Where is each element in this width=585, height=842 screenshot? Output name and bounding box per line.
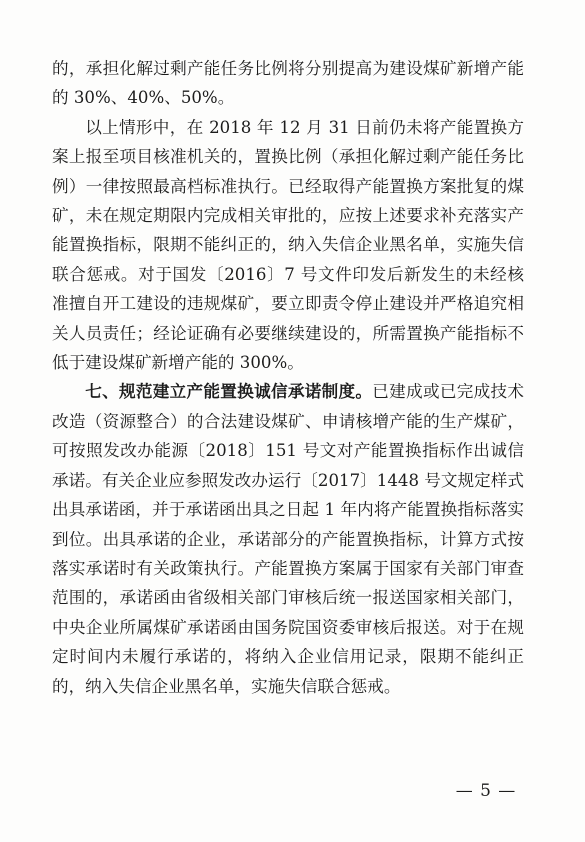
paragraph-2-text: 以上情形中，在 2018 年 12 月 31 日前仍未将产能置换方案上报至项目核准机关的，置换比例（承担化解过剩产能任务比例）一律按照最高档标准执行。已经取得产能置换方案批复的煤矿，未在规定期限内完成相关审批的，应按上述要求补充落实产能置换指标，限期不能纠正的，纳入失信企业黑名单，实施失信联合惩戒。对于国发〔2016〕7 号文件印发后新发生的未经核准擅自开工建设的违规煤矿，要立即责令停止建设并严格追究相关人员责任；经论证确有必要继续建设的，所需置换产能指标不低于建设煤矿新增产能的 300%。	[52, 117, 524, 373]
page-number: — 5 —	[455, 781, 517, 801]
paragraph-3-text: 已建成或已完成技术改造（资源整合）的合法建设煤矿、申请核增产能的生产煤矿，可按照发改办能源〔2018〕151 号文对产能置换指标作出诚信承诺。有关企业应参照发改办运行〔2017〕1448 号文规定样式出具承诺函，并于承诺函出具之日起 1 年内将产能置换指标落实到位。出具承诺的企业，承诺部分的产能置换指标，计算方式按落实承诺时有关政策执行。产能置换方案属于国家有关部门审查范围的，承诺函由省级相关部门审核后统一报送国家相关部门，中央企业所属煤矿承诺函由国务院国资委审核后报送。对于在规定时间内未履行承诺的，将纳入企业信用记录，限期不能纠正的，纳入失信企业黑名单，实施失信联合惩戒。	[52, 382, 525, 696]
paragraph-1-text: 的，承担化解过剩产能任务比例将分别提高为建设煤矿新增产能的 30%、40%、50%。	[52, 59, 524, 108]
paragraph-2	[52, 113, 524, 378]
paragraph-1	[52, 54, 524, 113]
paragraph-3	[52, 377, 524, 700]
section-heading: 七、规范建立产能置换诚信承诺制度。	[85, 382, 373, 402]
body-text	[52, 54, 524, 701]
